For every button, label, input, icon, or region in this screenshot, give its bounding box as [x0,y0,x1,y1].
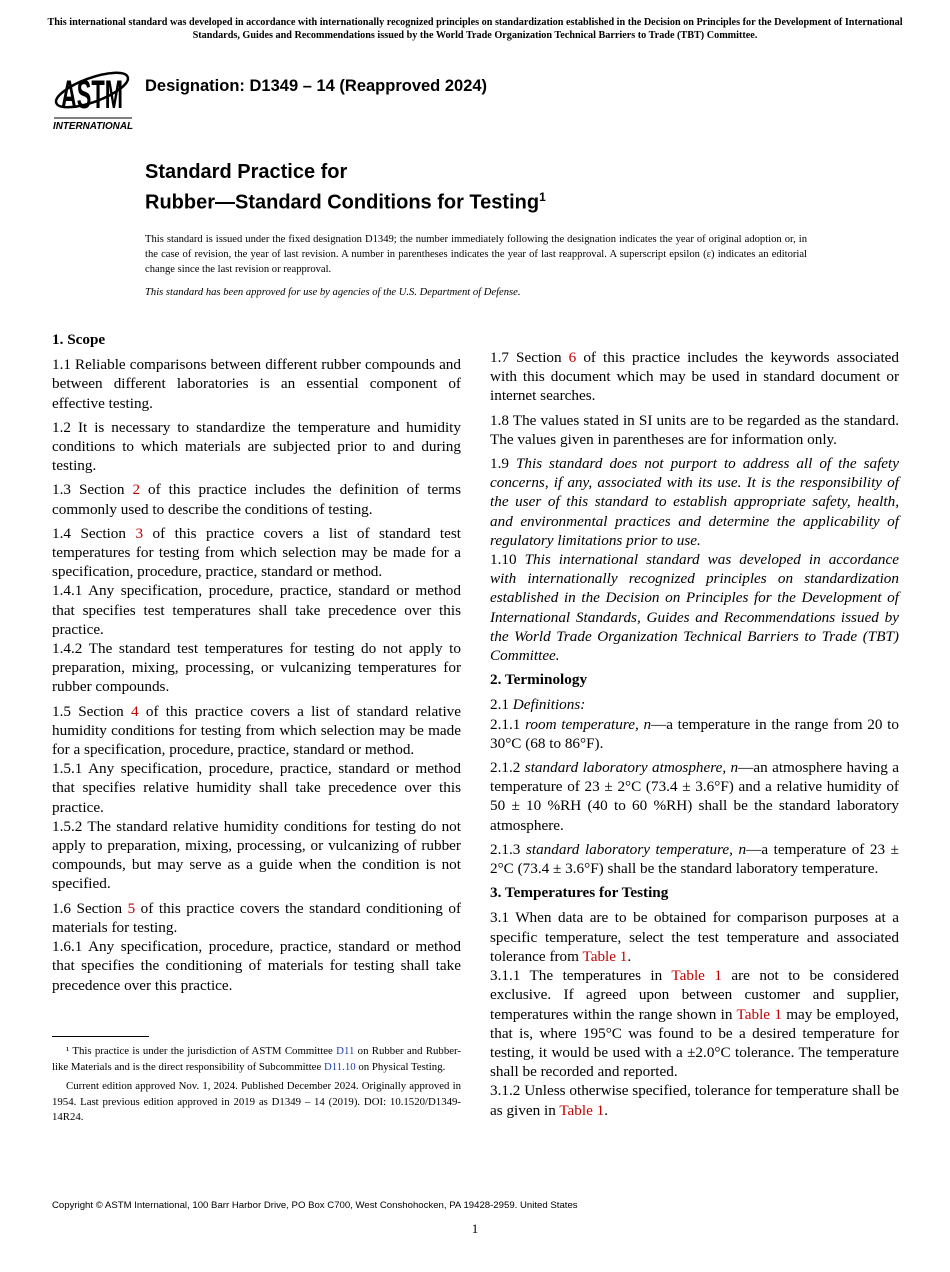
title-line-1: Standard Practice for [145,161,348,183]
footnote [52,1079,461,1126]
document-title [145,160,546,216]
cross-reference-link[interactable]: 3 [135,524,144,542]
text-segment: 3.1.1 The temperatures in [490,967,672,985]
text-segment: 1.4 Section [52,524,136,542]
text-segment: 3.1.2 Unless otherwise specified, tolerance for temperature shall be as given in [490,1082,899,1119]
text-segment: standard laboratory atmosphere, n [524,759,739,777]
text-segment: 1.2 It is necessary to standardize the temperature and humidity conditions to which materials are subjected prior to and during testing. [52,418,461,475]
text-segment: of this practice includes the definition of terms commonly used to describe the conditions of testing. [52,481,461,518]
paragraph [490,908,899,966]
footnotes [52,1044,461,1130]
text-segment: of this practice covers a list of standard relative humidity conditions for testing from which selection may be made for a specification, procedure, practice, standard or method. [52,702,462,759]
text-segment: 1.10 [490,551,525,569]
text-segment: standard laboratory temperature, n [525,840,747,858]
paragraph [490,1081,899,1119]
text-segment: . [604,1101,609,1119]
text-segment: —an atmosphere having a temperature of 23 ± 2°C (73.4 ± 3.6°F) and a relative humidity of 50 ± 10 %RH (40 to 60 %RH) shall be the standard laboratory atmosphere. [490,759,900,834]
text-segment: . [627,947,632,965]
paragraph [52,937,461,995]
text-segment: Definitions: [512,696,586,714]
text-segment: ¹ This practice is under the jurisdiction of ASTM Committee [66,1045,337,1057]
text-segment: 1.4.2 The standard test temperatures for testing do not apply to preparation, mixing, processing, or vulcanizing temperatures for rubber compounds. [52,640,461,696]
paragraph [52,355,461,413]
paragraph [490,454,899,550]
designation: Designation: D1349 – 14 (Reapproved 2024) [145,77,488,95]
text-segment: are not to be considered exclusive. If agreed upon between customer and supplier, temperatures within the range shown in [490,967,899,1023]
dod-approval: This standard has been approved for use by agencies of the U.S. Department of Defense. [145,287,521,298]
text-segment: 1.5.2 The standard relative humidity conditions for testing do not apply to preparation, mixing, processing, or vulcanizing of rubber compounds, but may serve as a guide when the condition is not specified. [52,817,461,893]
title-footnote-ref[interactable]: 1 [539,190,546,204]
footnote-divider [52,1036,149,1037]
paragraph [52,899,461,937]
text-segment: 1.9 [490,455,516,473]
text-segment: may be employed, that is, where 195°C was found to be a desired temperature for testing, it would be used with a ±2.0°C tolerance. The temperature shall be recorded and reported. [490,1005,899,1081]
astm-logo [52,56,134,132]
text-segment: —a temperature of 23 ± 2°C (73.4 ± 3.6°F) shall be the standard laboratory temperature. [490,840,900,878]
page-number: 1 [471,1221,479,1236]
paragraph [490,348,899,406]
left-column [52,330,461,1000]
text-segment: 1.4.1 Any specification, procedure, practice, standard or method that specifies test temperatures shall take precedence over this practice. [52,582,461,638]
cross-reference-link[interactable]: Table 1 [582,947,628,965]
text-segment: 1.1 Reliable comparisons between different rubber compounds and between different laboratories is an essential component of effective testing. [52,356,461,412]
svg-text:ASTM: ASTM [61,73,123,117]
text-segment: 1.8 The values stated in SI units are to be regarded as the standard. The values given in parentheses are for information only. [490,411,899,448]
text-segment: room temperature, n [525,715,652,733]
cross-reference-link[interactable]: 4 [131,702,139,720]
cross-reference-link[interactable]: 2 [132,481,141,499]
text-segment: on Physical Testing. [355,1060,446,1073]
cross-reference-link[interactable]: 5 [127,899,136,917]
paragraph [52,524,461,582]
text-segment: This international standard was developed in accordance with internationally recognized principles on standardization established in the Decision on Principles for the Development of International Standards, Guides and Recommendations issued by the World Trade Organization Technical Barriers to Trade (TBT) Committee. [490,551,899,665]
title-line-2: Rubber—Standard Conditions for Testing$^1$ [145,190,546,214]
cross-reference-link[interactable]: 6 [568,349,577,366]
section-heading: 2. Terminology [490,671,588,689]
paragraph [490,715,899,753]
text-segment: of this practice covers the standard conditioning of materials for testing. [52,899,462,936]
cross-reference-link[interactable]: Table 1 [671,967,722,985]
text-segment: Current edition approved Nov. 1, 2024. Published December 2024. Originally approved in 1954. Last previous edition approved in 2019 as D1349 – 14 (2019). DOI: 10.1520/D1349-14R24. [52,1080,461,1123]
paragraph [52,702,461,760]
footnote [52,1044,461,1075]
preamble [145,232,807,308]
paragraph [490,758,899,835]
paragraph [490,840,899,878]
paragraph [490,966,899,1081]
text-segment: 1.6 Section [52,899,128,917]
text-segment: 1.3 Section [52,481,133,499]
paragraph [490,550,899,665]
text-segment: 2.1 [490,696,513,714]
paragraph [52,418,461,476]
text-segment: of this practice covers a list of standard test temperatures for testing from which selection may be made for a specification, procedure, practice, standard or method. [52,524,461,581]
text-segment: 1.7 Section [490,349,569,366]
right-column [490,348,899,1125]
paragraph [490,695,899,714]
text-segment: 2.1.3 [490,840,526,858]
section-heading: 3. Temperatures for Testing [490,884,669,902]
preamble-text: This standard is issued under the fixed designation D1349; the number immediately following the designation indicates the year of original adoption or, in the case of revision, the year of last revision. A number in parentheses indicates the year of last reapproval. A superscript epsilon (ε) indicates an editorial change since the last revision or reapproval. [145,234,807,275]
cross-reference-link[interactable]: D11.10 [323,1060,356,1073]
text-segment: 2.1.2 [490,759,525,777]
paragraph [490,411,899,449]
paragraph [52,817,461,894]
text-segment: 1.6.1 Any specification, procedure, practice, standard or method that specifies the conditioning of materials for testing shall take precedence over this practice. [52,938,461,994]
paragraph [52,759,461,817]
text-segment: 3.1 When data are to be obtained for comparison purposes at a specific temperature, select the test temperature and associated tolerance from [490,909,899,965]
section-heading: 1. Scope [52,331,106,348]
svg-text:INTERNATIONAL: INTERNATIONAL [53,121,133,132]
cross-reference-link[interactable]: Table 1 [559,1101,605,1119]
text-segment: 1.5.1 Any specification, procedure, practice, standard or method that specifies relative humidity shall take precedence over this practice. [52,760,461,816]
text-segment: —a temperature in the range from 20 to 30°C (68 to 86°F). [490,715,900,752]
paragraph [52,581,461,639]
text-segment: on Rubber and Rubber-like Materials and is the direct responsibility of Subcommittee [52,1045,461,1073]
paragraph [52,480,461,518]
cross-reference-link[interactable]: D11 [336,1045,355,1057]
text-segment: This standard does not purport to address all of the safety concerns, if any, associated with its use. It is the responsibility of the user of this standard to establish appropriate safety, health, and environmental practices and determine the applicability of regulatory limitations prior to use. [490,455,900,549]
text-segment: of this practice includes the keywords associated with this document which may be used in standard document or internet searches. [490,349,899,405]
copyright: Copyright © ASTM International, 100 Barr Harbor Drive, PO Box C700, West Conshohocken, PA 19428-2959. United States [52,1200,578,1211]
cross-reference-link[interactable]: Table 1 [736,1005,782,1023]
text-segment: 1.5 Section [52,702,132,720]
paragraph [52,639,461,697]
text-segment: 2.1.1 [490,715,526,733]
wto-notice: This international standard was developed in accordance with internationally recognized principles on standardization established in the Decision on Principles for the Development of International Standards, Guides and Recommendations issued by the World Trade Organization Technical Barriers to Trade (TBT) Committee. [47,17,903,41]
